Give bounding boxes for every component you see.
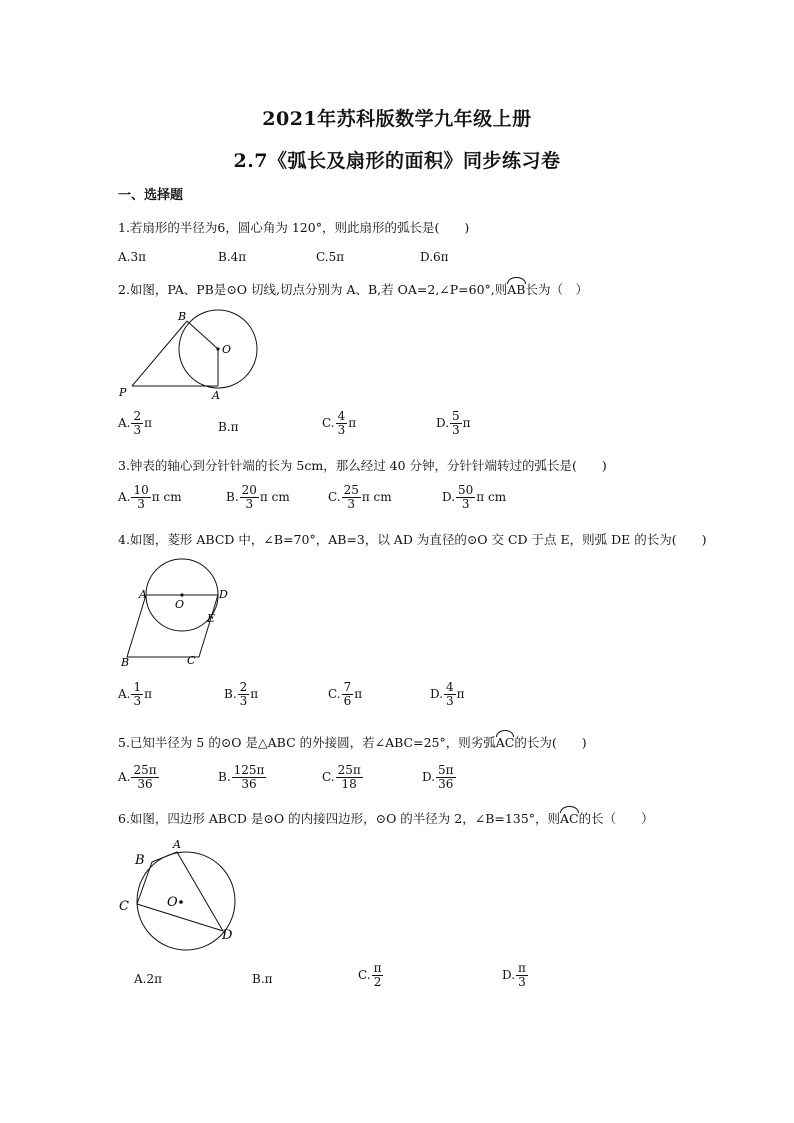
q6-option-b: B. π [252, 972, 273, 986]
q6-label-d: D [222, 928, 233, 943]
q4-label-o: O [175, 598, 185, 611]
q6-label-a: A [173, 838, 181, 851]
q4-figure [115, 556, 235, 668]
question-5 [118, 733, 587, 751]
q5-option-d: D. $\frac{5\pi}{36}$ [422, 763, 454, 791]
q6-option-d: D. $\frac{\pi}{3}$ [502, 961, 526, 989]
q5-option-c: C. $\frac{25\pi}{18}$ [322, 763, 361, 791]
q4-label-d: D [219, 588, 228, 601]
q6-figure [115, 836, 240, 952]
question-6 [118, 809, 654, 827]
q1-option-a: A.3π [118, 250, 147, 264]
q6-option-c: C. $\frac{\pi}{2}$ [358, 961, 382, 989]
page-title: 2021年苏科版数学九年级上册 [262, 108, 532, 130]
q2-label-p: P [119, 386, 127, 399]
question-1: 1.若扇形的半径为6，圆心角为 120°，则此扇形的弧长是( ) [118, 220, 470, 235]
q2-option-b: B. π [218, 420, 239, 434]
q6-center-dot [179, 900, 183, 904]
q2-option-c: C. $\frac{4}{3}$ π [322, 409, 357, 437]
q6-label-c: C [119, 899, 129, 914]
q4-option-d: D. $\frac{4}{3}$ π [430, 680, 465, 708]
q2-text-a: 2.如图，PA、PB是⊙O 切线,切点分别为 A、B,若 OA=2,∠P=60°,则 [118, 282, 508, 297]
q2-option-d: D. $\frac{5}{3}$ π [436, 409, 471, 437]
q6-option-a: A. 2π [134, 972, 163, 986]
q5-arc-label: AC [495, 735, 515, 750]
q4-center-dot [180, 593, 183, 596]
question-2 [118, 280, 588, 298]
q4-label-c: C [187, 654, 196, 667]
q4-label-e: E [207, 612, 216, 625]
q5-option-a: A. $\frac{25\pi}{36}$ [118, 763, 157, 791]
q6-label-o: O [167, 895, 178, 910]
q5-text-b: 的长为( ) [514, 735, 587, 750]
q4-label-a: A [139, 588, 147, 601]
page-subtitle: 2.7《弧长及扇形的面积》同步练习卷 [233, 150, 561, 172]
q2-label-b: B [178, 310, 187, 323]
q6-text-b: 的长（ ） [578, 811, 654, 826]
q4-label-b: B [121, 656, 130, 668]
question-3: 3.钟表的轴心到分针针端的长为 5cm，那么经过 40 分钟，分针针端转过的弧长是( ) [118, 458, 607, 473]
q2-line-pb [132, 321, 187, 386]
q3-option-a: A. $\frac{10}{3}$ π cm [118, 483, 182, 511]
q5-option-b: B. $\frac{125\pi}{36}$ [218, 763, 265, 791]
q2-figure [115, 306, 265, 402]
q4-option-c: C. $\frac{7}{6}$ π [328, 680, 363, 708]
q4-rhombus [127, 595, 218, 657]
q5-text-a: 5.已知半径为 5 的⊙O 是△ABC 的外接圆，若∠ABC=25°，则劣弧 [118, 735, 496, 750]
q2-option-a: A. $\frac{2}{3}$ π [118, 409, 153, 437]
q1-option-d: D.6π [420, 250, 449, 264]
q6-label-b: B [135, 853, 145, 868]
q6-quadrilateral [137, 852, 223, 931]
q2-text-b: 长为（ ） [525, 282, 589, 297]
q3-option-d: D. $\frac{50}{3}$ π cm [442, 483, 507, 511]
question-4: 4.如图，菱形 ABCD 中，∠B=70°，AB=3，以 AD 为直径的⊙O 交 CD 于点 E，则弧 DE 的长为( ) [118, 532, 707, 547]
q3-option-b: B. $\frac{20}{3}$ π cm [226, 483, 290, 511]
q4-option-a: A. $\frac{1}{3}$ π [118, 680, 153, 708]
q2-center-dot [216, 347, 219, 350]
q6-arc-label: AC [559, 811, 579, 826]
q2-line-ob [187, 321, 218, 349]
q4-option-b: B. $\frac{2}{3}$ π [224, 680, 259, 708]
q1-option-c: C.5π [316, 250, 345, 264]
section-heading: 一、选择题 [118, 188, 184, 203]
q6-text-a: 6.如图，四边形 ABCD 是⊙O 的内接四边形，⊙O 的半径为 2，∠B=135°，则 [118, 811, 560, 826]
q2-arc-label: AB [507, 282, 526, 297]
q1-option-b: B.4π [218, 250, 247, 264]
q2-label-a: A [212, 389, 220, 402]
q2-label-o: O [222, 343, 232, 356]
q3-option-c: C. $\frac{25}{3}$ π cm [328, 483, 392, 511]
